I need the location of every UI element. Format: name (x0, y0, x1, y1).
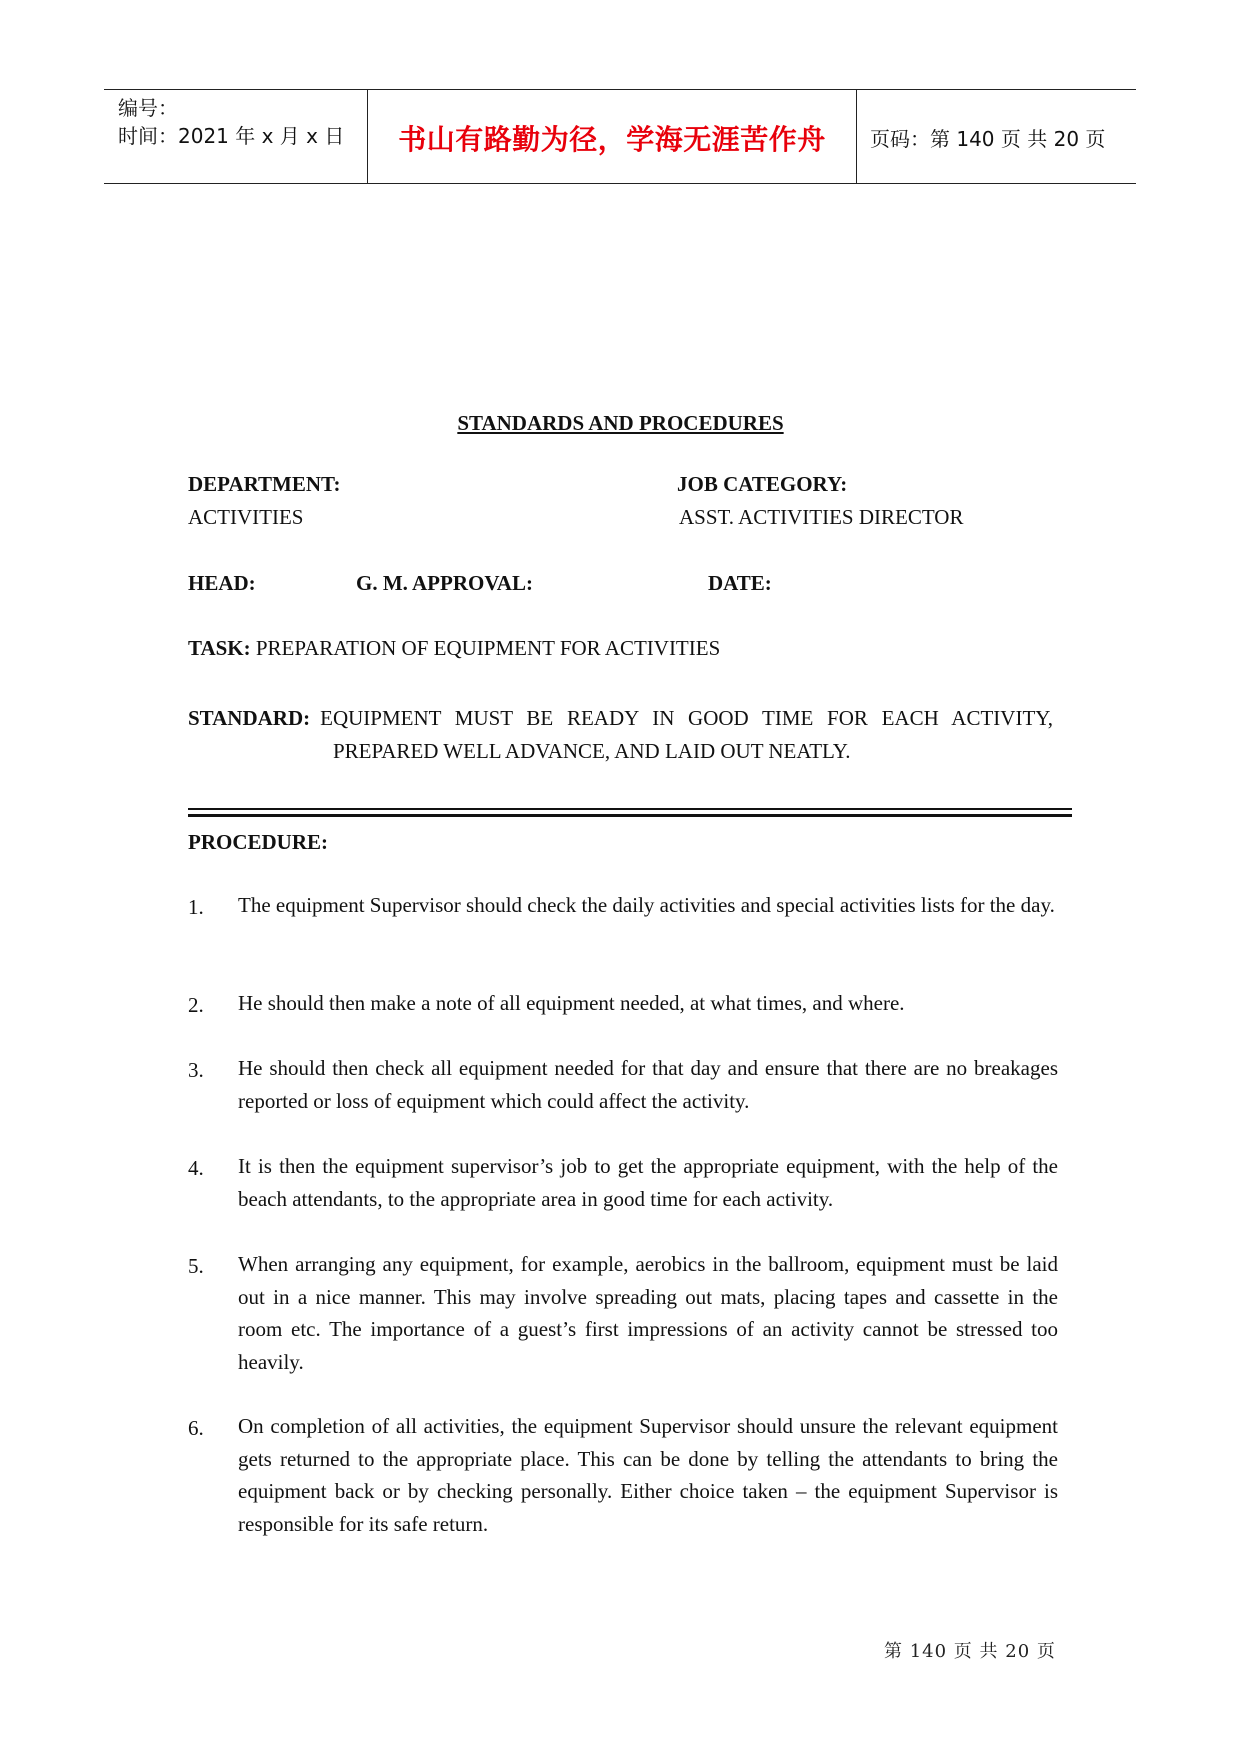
standard-line-2: PREPARED WELL ADVANCE, AND LAID OUT NEATLY. (333, 738, 851, 763)
department-label: DEPARTMENT: (188, 472, 341, 496)
header-meta-cell (104, 90, 368, 183)
divider-thick (188, 814, 1072, 817)
job-category-label: JOB CATEGORY: (677, 472, 848, 496)
standard-label: STANDARD: (188, 706, 311, 730)
head-label: HEAD: (188, 571, 256, 595)
task-line (188, 638, 720, 659)
step-number: 3. (188, 1058, 204, 1082)
step-text: He should then make a note of all equipment needed, at what times, and where. (238, 991, 905, 1015)
step-number: 5. (188, 1254, 204, 1278)
document-title: STANDARDS AND PROCEDURES (457, 411, 784, 435)
step-number: 2. (188, 993, 204, 1017)
document-time-label: 时间：2021 年 x 月 x 日 (118, 124, 345, 148)
document-header (104, 89, 1136, 184)
task-value: PREPARATION OF EQUIPMENT FOR ACTIVITIES (255, 636, 721, 660)
step-number: 4. (188, 1156, 204, 1180)
step-text: He should then check all equipment needed for that day and ensure that there are no breakages reported or loss of equipment which could affect the activity. (238, 1056, 1058, 1113)
step-number: 1. (188, 895, 204, 919)
header-page-info: 页码：第 140 页 共 20 页 (870, 127, 1106, 151)
standard-block (188, 702, 1058, 767)
header-motto-cell (368, 90, 857, 183)
step-text: When arranging any equipment, for example, aerobics in the ballroom, equipment must be laid out in a nice manner. This may involve spreading out mats, placing tapes and cassette in the room etc. The importance of a guest’s first impressions of an activity cannot be stressed too heavily. (238, 1252, 1058, 1374)
header-page-cell (857, 90, 1136, 183)
header-motto: 书山有路勤为径，学海无涯苦作舟 (398, 123, 826, 156)
step-text: On completion of all activities, the equipment Supervisor should unsure the relevant equipment gets returned to the appropriate place. This can be done by telling the attendants to bring the equipment back or by checking personally. Either choice taken – the equipment Supervisor is responsible for its safe return. (238, 1414, 1058, 1536)
standard-line-1: EQUIPMENT MUST BE READY IN GOOD TIME FOR EACH ACTIVITY, (320, 706, 1053, 730)
divider-thin (188, 808, 1072, 810)
department-value: ACTIVITIES (188, 505, 304, 529)
task-label: TASK: (188, 636, 251, 660)
date-label: DATE: (708, 571, 772, 595)
step-number: 6. (188, 1416, 204, 1440)
footer-page-number: 第 140 页 共 20 页 (884, 1641, 1056, 1662)
standard-first-line (188, 702, 1053, 735)
step-text: The equipment Supervisor should check the daily activities and special activities lists for the day. (238, 893, 1055, 917)
document-number-label: 编号： (118, 96, 178, 120)
procedure-label: PROCEDURE: (188, 830, 328, 854)
job-category-value: ASST. ACTIVITIES DIRECTOR (679, 505, 964, 529)
step-text: It is then the equipment supervisor’s job to get the appropriate equipment, with the help of the beach attendants, to the appropriate area in good time for each activity. (238, 1154, 1058, 1211)
gm-approval-label: G. M. APPROVAL: (356, 571, 533, 595)
